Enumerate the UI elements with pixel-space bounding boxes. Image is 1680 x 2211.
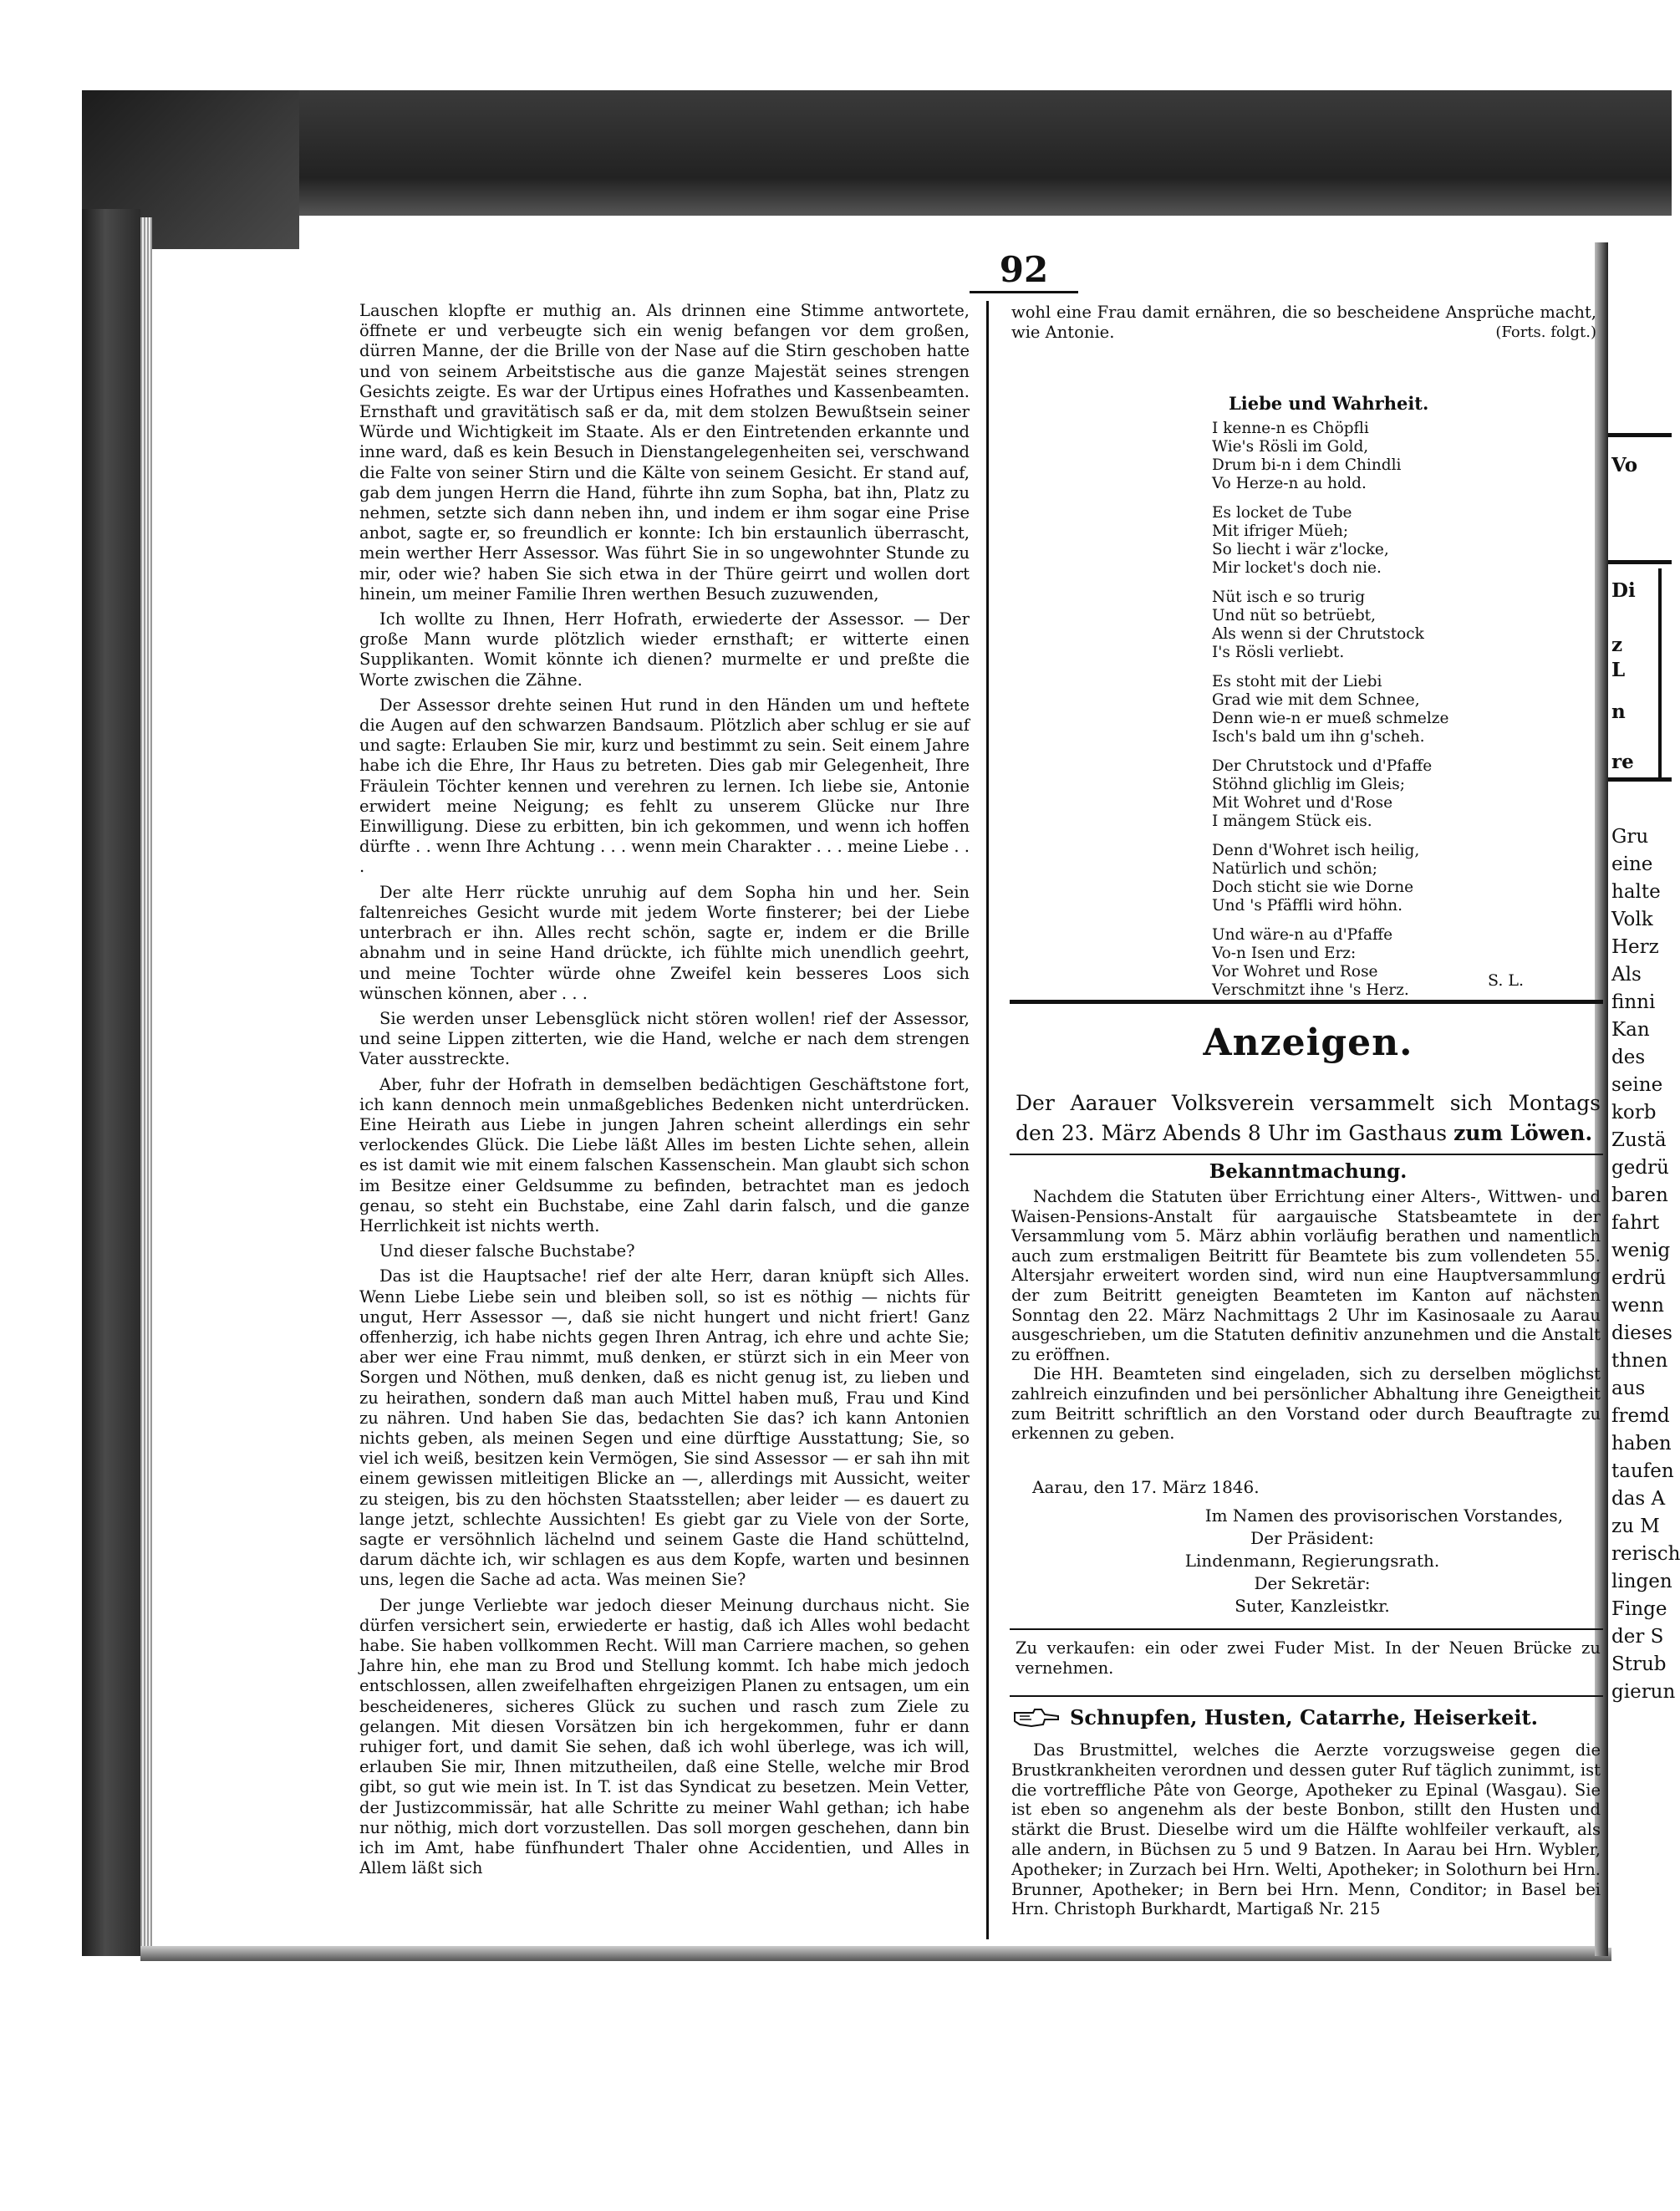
next-page-fragment: thnen xyxy=(1611,1350,1668,1372)
poem-stanza xyxy=(1212,673,1630,746)
next-page-fragment: Di xyxy=(1611,579,1636,602)
next-page-fragment: Volk xyxy=(1611,909,1653,930)
poem-line: Grad wie mit dem Schnee, xyxy=(1212,691,1420,709)
signature-line: Suter, Kanzleistkr. xyxy=(1235,1596,1390,1616)
poem-line: Und 's Pfäffli wird höhn. xyxy=(1212,897,1403,914)
story-paragraph: Der Assessor drehte seinen Hut rund in den Händen um und heftete die Augen auf den schwarzen Bandsaum. Plötzlich aber schlug er sie auf und sagte: Erlauben Sie mir, kurz und bestimmt zu sein. Seit einem Jahre habe ich die Ehre, Ihr Haus zu betreten. Dies gab mir Gelegenheit, Ihre Fräulein Töchter kennen und verehren zu lernen. Ich liebe sie, Antonie erwidert meine Neigung; es fehlt zu unserem Glücke nur Ihre Einwilligung. Diese zu erbitten, bin ich gekommen, und wenn ich hoffen dürfte . . wenn Ihre Achtung . . . wenn mein Charakter . . . meine Liebe . . . xyxy=(359,695,970,877)
next-page-fragment: rerisch xyxy=(1611,1543,1680,1565)
poem-line: I mängem Stück eis. xyxy=(1212,813,1372,830)
signature-line: Der Sekretär: xyxy=(1254,1573,1371,1593)
next-page-fragment: fremd xyxy=(1611,1405,1670,1427)
poem-title: Liebe und Wahrheit. xyxy=(1229,393,1429,414)
signature-line: Der Präsident: xyxy=(1250,1528,1374,1548)
column-divider xyxy=(986,301,989,1939)
next-page-fragment: fahrt xyxy=(1611,1212,1660,1234)
next-page-fragment: baren xyxy=(1611,1184,1668,1206)
header-rule xyxy=(970,291,1078,293)
story-paragraph: Sie werden unser Lebensglück nicht stören wollen! rief der Assessor, und seine Lippen zitterten, wie die Hand, welche er nach dem strengen Vater ausstreckte. xyxy=(359,1008,970,1069)
next-page-fragment: n xyxy=(1611,700,1626,723)
remedy-text: Das Brustmittel, welches die Aerzte vorzugsweise gegen die Brustkrankheiten verordnen und dessen guter Ruf täglich zunimmt, ist die vortreffliche Pâte von George, Apotheker zu Epinal (Wasgau). Sie ist eben so angenehm als der beste Bonbon, stillt den Husten und stärkt die Brust. Dieselbe wird um die Hälfte wohlfeiler verkauft, als alle andern, in Büchsen zu 5 und 9 Batzen. In Aarau bei Hrn. Wybler, Apotheker; in Zurzach bei Hrn. Welti, Apotheker; in Solothurn bei Hrn. Brunner, Apotheker; in Bern bei Hrn. Menn, Conditor; in Basel bei Hrn. Christoph Burkhardt, Martigaß Nr. 215 xyxy=(1011,1740,1601,1919)
remedy-title: Schnupfen, Husten, Catarrhe, Heiserkeit. xyxy=(1070,1705,1538,1730)
story-continuation xyxy=(1011,303,1596,343)
poem-line: I's Rösli verliebt. xyxy=(1212,644,1345,661)
poem-line: Doch sticht sie wie Dorne xyxy=(1212,879,1414,896)
next-page-fragment: Zustä xyxy=(1611,1129,1667,1151)
poem-line: Mir locket's doch nie. xyxy=(1212,559,1382,577)
poem-line: Vo-n Isen und Erz: xyxy=(1212,945,1357,962)
poem-line: Der Chrutstock und d'Pfaffe xyxy=(1212,757,1433,775)
next-page-fragment: lingen xyxy=(1611,1571,1672,1592)
poem-stanza xyxy=(1212,926,1630,1000)
story-paragraph: Und dieser falsche Buchstabe? xyxy=(379,1241,635,1261)
next-page-fragment: finni xyxy=(1611,991,1656,1013)
poem-stanza xyxy=(1212,588,1630,662)
poem-line: I kenne-n es Chöpfli xyxy=(1212,420,1369,437)
next-page-fragment: halte xyxy=(1611,881,1661,903)
ad-separator xyxy=(1010,1695,1603,1697)
next-page-fragment: korb xyxy=(1611,1102,1657,1123)
scan-top-shadow xyxy=(82,90,1672,216)
next-page-fragment: Vo xyxy=(1611,454,1638,476)
next-page-fragment: Strub xyxy=(1611,1653,1667,1675)
ads-heading: Anzeigen. xyxy=(1203,1021,1413,1064)
story-paragraph: Ich wollte zu Ihnen, Herr Hofrath, erwiederte der Assessor. — Der große Mann wurde plötzlich wieder ernsthaft; er witterte einen Supplikanten. Womit könnte ich dienen? murmelte er und preßte die Worte zwischen die Zähne. xyxy=(359,609,970,690)
poem-line: Und nüt so betrüebt, xyxy=(1212,607,1376,624)
story-column xyxy=(359,301,970,1883)
next-page-fragment: Gru xyxy=(1611,826,1649,848)
story-paragraph: Das ist die Hauptsache! rief der alte Herr, daran knüpft sich Alles. Wenn Liebe Liebe sein und bleiben soll, so ist es nöthig — nichts für ungut, Herr Assessor —, daß sie nicht hungert und nicht friert! Ganz offenherzig, ich habe nichts gegen Ihren Antrag, ich ehre und achte Sie; aber wer eine Frau nimmt, muß denken, er stürzt sich in ein Meer von Sorgen und Nöthen, muß denken, daß es nicht genug ist, zu lieben und zu heirathen, sondern daß man auch Mittel haben muß, Frau und Kind zu nähren. Und haben Sie das, bedachten Sie das? ich kann Antonien nichts geben, als meinen Segen und eine dürftige Ausstattung; Sie, so viel ich weiß, besitzen kein Vermögen, Sie sind Assessor — er sah ihn mit einem gewissen mitleitigen Blicke an —, allerdings mit Aussicht, weiter zu steigen, bis zu den höchsten Staatsstellen; aber leider — es dauert zu lange jetzt, schlechte Aussichten! Es giebt gar zu Viele von der Sorte, sagte er versöhnlich lächelnd und seinem Gaste die Hand schüttelnd, darum dächte ich, wir schlagen es aus dem Kopfe, warten und besinnen uns, legen die Sache ad acta. Was meinen Sie? xyxy=(359,1266,970,1590)
sale-notice: Zu verkaufen: ein oder zwei Fuder Mist. In der Neuen Brücke zu vernehmen. xyxy=(1016,1638,1601,1678)
story-paragraph: Aber, fuhr der Hofrath in demselben bedächtigen Geschäftstone fort, ich kann dennoch mein unmaßgebliches Bedenken nicht unterdrücken. Eine Heirath aus Liebe in jungen Jahren scheint allerdings ein sehr verlockendes Glück. Die Liebe läßt Alles im besten Lichte sehen, allein es ist damit wie mit einem falschen Kassenschein. Man glaubt sich schon im Besitze einer Geldsumme zu befinden, betrachtet man es jedoch genau, so steht ein Buchstabe, eine Zahl darin falsch, und die ganze Herrlichkeit ist nichts werth. xyxy=(359,1074,970,1235)
next-page-fragment: zu M xyxy=(1611,1516,1660,1537)
page-edge-stack xyxy=(140,217,152,1956)
poem-line: Nüt isch e so trurig xyxy=(1212,588,1366,606)
poem-line: Natürlich und schön; xyxy=(1212,860,1378,878)
continuation-text: wohl eine Frau damit ernähren, die so bescheidene Ansprüche macht, wie Antonie. xyxy=(1011,303,1596,342)
next-page-fragment: eine xyxy=(1611,853,1653,875)
poem-line: Stöhnd glichlig im Gleis; xyxy=(1212,776,1405,793)
book-binding xyxy=(82,209,140,1956)
next-page-fragment: Herz xyxy=(1611,936,1659,958)
poem-line: Drum bi-n i dem Chindli xyxy=(1212,456,1402,474)
poem-line: Verschmitzt ihne 's Herz. xyxy=(1212,981,1409,999)
notice-title: Bekanntmachung. xyxy=(1209,1160,1408,1183)
meeting-announcement xyxy=(1016,1088,1601,1149)
poem-line: So liecht i wär z'locke, xyxy=(1212,541,1389,558)
notice-body xyxy=(1011,1187,1601,1444)
next-page-fragment: gedrü xyxy=(1611,1157,1669,1179)
poem-line: Vo Herze-n au hold. xyxy=(1212,475,1367,492)
poem-line: Und wäre-n au d'Pfaffe xyxy=(1212,926,1393,944)
remedy-body xyxy=(1011,1740,1601,1919)
notice-paragraph: Die HH. Beamteten sind eingeladen, sich zu derselben möglichst zahlreich einzufinden und bei persönlicher Abhaltung ihre Geneigtheit zum Beitritt schriftlich an den Vorstand oder durch Beauftragte zu erkennen zu geben. xyxy=(1011,1364,1601,1444)
poem-stanza xyxy=(1212,842,1630,915)
signature-line: Im Namen des provisorischen Vorstandes, xyxy=(1204,1505,1563,1526)
poem-line: Es stoht mit der Liebi xyxy=(1212,673,1382,690)
next-page-fragment: des xyxy=(1611,1047,1646,1068)
next-page-fragment: aus xyxy=(1611,1378,1646,1399)
poem-line: Wie's Rösli im Gold, xyxy=(1212,438,1369,456)
meeting-venue: zum Löwen. xyxy=(1453,1121,1593,1145)
next-page-fragment: der S xyxy=(1611,1626,1664,1648)
poem-stanza xyxy=(1212,420,1630,493)
notice-date: Aarau, den 17. März 1846. xyxy=(1032,1477,1260,1497)
next-page-fragment: erdrü xyxy=(1611,1267,1667,1289)
next-page-fragment: taufen xyxy=(1611,1460,1674,1482)
poem-line: Isch's bald um ihn g'scheh. xyxy=(1212,728,1425,746)
poem-body xyxy=(1212,420,1630,1011)
poem-line: Denn d'Wohret isch heilig, xyxy=(1212,842,1420,859)
next-page-border xyxy=(1658,568,1662,777)
next-page-fragment: wenn xyxy=(1611,1295,1664,1317)
poem-line: Vor Wohret und Rose xyxy=(1212,963,1378,981)
poem-stanza xyxy=(1212,757,1630,831)
notice-paragraph: Nachdem die Statuten über Errichtung einer Alters-, Wittwen- und Waisen-Pensions-Anstalt für aargauische Statsbeamtete in der Versammlung vom 5. März abhin vorläufig berathen und namentlich auch zum erstmaligen Beitritt für Beamtete bis zum vollendeten 55. Altersjahr erweitert worden sind, wird nun eine Hauptversammlung der zum Beitritt geneigten Beamteten im Kanton auf nächsten Sonntag den 22. März Nachmittags 2 Uhr im Kasinosaale zu Aarau ausgeschrieben, um die Statuten definitiv anzunehmen und die Anstalt zu eröffnen. xyxy=(1011,1187,1601,1364)
signature-line: Lindenmann, Regierungsrath. xyxy=(1184,1551,1440,1571)
meeting-text: Der Aarauer Volksverein versammelt sich Montags den 23. März Abends 8 Uhr im Gasthaus xyxy=(1016,1091,1601,1145)
section-rule xyxy=(1010,1000,1603,1004)
notice-signatures xyxy=(1028,1505,1596,1617)
next-page-fragment: z xyxy=(1611,634,1623,656)
story-paragraph: Der junge Verliebte war jedoch dieser Meinung durchaus nicht. Sie dürfen versichert sein, erwiederte er hastig, daß ich Alles wohl bedacht habe. Sie haben vollkommen Recht. Will man Carriere machen, so gehen Jahre hin, ehe man zu Brod und Stellung kommt. Ich habe mich jedoch entschlossen, allen zweifelhaften ehrgeizigen Planen zu entsagen, um ein bescheideneres, sicheres Glück zu suchen und rasch zum Ziele zu gelangen. Mit diesen Vorsätzen bin ich hergekommen, fuhr er dann ruhiger fort, und damit Sie sehen, daß ich wohl überlege, was ich will, erlauben Sie mir, Ihnen mitzutheilen, daß eine Stelle, welche mir Brod gibt, so gut wie mein ist. In T. ist das Syndicat zu besetzen. Mein Vetter, der Justizcommissär, hat alle Schritte zu meiner Wahl gethan; ich habe nur nöthig, mich dort vorzustellen. Das soll morgen geschehen, dann bin ich im Amt, habe fünfhundert Thaler ohne Accidentien, und Alles in Allem läßt sich xyxy=(359,1595,970,1878)
ad-separator xyxy=(1010,1628,1603,1630)
next-page-fragment: L xyxy=(1611,659,1626,681)
next-page-fragment: Als xyxy=(1611,964,1642,986)
next-page-fragment: haben xyxy=(1611,1433,1672,1454)
poem-line: Mit Wohret und d'Rose xyxy=(1212,794,1393,812)
next-page-fragment: Finge xyxy=(1611,1598,1667,1620)
poem-line: Denn wie-n er mueß schmelze xyxy=(1212,710,1449,727)
poem-stanza xyxy=(1212,504,1630,578)
next-page-fragment: seine xyxy=(1611,1074,1663,1096)
poem-signature: S. L. xyxy=(1488,971,1525,990)
story-paragraph: Lauschen klopfte er muthig an. Als drinnen eine Stimme antwortete, öffnete er und verbeugte sich ein wenig befangen vor dem großen, dürren Manne, der die Brille von der Nase auf die Stirn geschoben hatte und von seinem Arbeitstische aus die ganze Majestät seines strengen Gesichts zeigte. Es war der Urtipus eines Hofrathes und Kassenbeamten. Ernsthaft und gravitätisch saß er da, mit dem stolzen Bewußtsein seiner Würde und Wichtigkeit im Staate. Als er den Eintretenden erkannte und inne ward, daß es kein Besuch in Dienstangelegenheiten sei, verschwand die Falte von seiner Stirn und die Kälte von seinem Gesicht. Er stand auf, gab dem jungen Herrn die Hand, führte ihn zum Sopha, bat ihn, Platz zu nehmen, setzte sich dann neben ihn, und indem er ihm sogar eine Prise anbot, sagte er, so freundlich er konnte: Ich bin erstaunlich überrascht, mein werther Herr Assessor. Was führt Sie in so ungewohnter Stunde zu mir, oder wie? haben Sie sich etwa in der Thüre geirrt und wollen dort hinein, um meiner Familie Ihren werthen Besuch zuzuwenden, xyxy=(359,301,970,604)
story-paragraph: Der alte Herr rückte unruhig auf dem Sopha hin und her. Sein faltenreiches Gesicht wurde mit jedem Worte finsterer; bei der Liebe unterbrach er ihn. Alles recht schön, sagte er, indem er die Brille abnahm und in seine Hand drückte, ich fühlte mich unendlich geehrt, und meine Tochter würde ohne Zweifel kein besseres Loos sich wünschen können, aber . . . xyxy=(359,882,970,1003)
next-page-fragment: das A xyxy=(1611,1488,1666,1510)
bottom-shadow xyxy=(140,1946,1611,1961)
poem-line: Als wenn si der Chrutstock xyxy=(1212,625,1424,643)
page-number: 92 xyxy=(999,249,1049,290)
continued-note: (Forts. folgt.) xyxy=(1495,323,1596,341)
pointing-hand-icon xyxy=(1013,1706,1060,1730)
next-page-fragment: re xyxy=(1611,751,1634,773)
next-page-fragment: Kan xyxy=(1611,1019,1650,1041)
remedy-heading xyxy=(1013,1705,1602,1730)
poem-line: Mit ifriger Müeh; xyxy=(1212,522,1349,540)
next-page-fragment: wenig xyxy=(1611,1240,1671,1261)
ad-separator xyxy=(1010,1154,1603,1155)
next-page-fragment: gierun xyxy=(1611,1681,1676,1703)
poem-line: Es locket de Tube xyxy=(1212,504,1352,522)
next-page-fragment: dieses xyxy=(1611,1322,1672,1344)
